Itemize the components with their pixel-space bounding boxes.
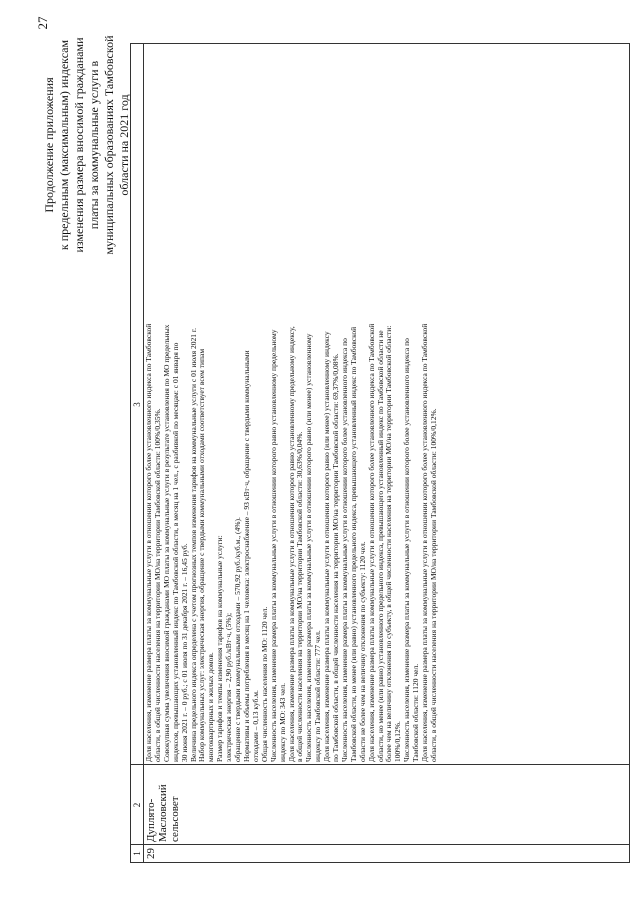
row-number: 29 [145, 848, 157, 859]
desc-line: более чем на величину отклонения по субъекту, в общей численности населения на территории МО/на территории Тамбовской области: [384, 325, 394, 762]
caption-line: изменения размера вносимой гражданами [72, 37, 86, 253]
desc-line: индексов, превышающих установленный индекс по Тамбовской области, в месяц на 1 чел., с разбивкой по месяцам: с 01 января по [170, 342, 180, 762]
desc-line: Тамбовской области, но менее (или равно) установленного предельного индекса, превышающего установленный индекс по Тамбовской [348, 326, 358, 762]
desc-line: по Тамбовской области, в общей численности населения на территории МО/на территории Тамбовской области: 69,37%/0,08%. [331, 353, 341, 762]
desc-line: Общая численность населения по МО: 1120 чел. [259, 606, 269, 762]
row-description [145, 46, 439, 762]
caption-line: платы за коммунальные услуги в [87, 60, 101, 230]
appendix-caption [42, 5, 132, 285]
desc-line: Численность населения, изменение размера платы за коммунальные услуги в отношении которого равно (или менее) установленному [304, 333, 314, 762]
column-divider [131, 764, 629, 765]
indices-table [130, 43, 630, 863]
desc-line: Набор коммунальных услуг: электрическая энергия, обращение с твердыми коммунальными отходами соответствует всем типам [197, 348, 207, 762]
desc-line: индексу по МО: 343 чел. [277, 682, 287, 762]
desc-line: отходами – 0,13 куб.м. [250, 690, 260, 762]
desc-line: в общей численности населения на территории МО/на территории Тамбовской области: 30,63%/0,04%. [295, 431, 305, 762]
column-divider [131, 844, 629, 845]
desc-line: Доля населения, изменение размера платы за коммунальные услуги в отношении которого более установленного индекса по Тамбовской [366, 323, 376, 762]
municipality-name: Дуплято-Масловский сельсовет [145, 784, 181, 842]
desc-line: 100%/0,12%. [393, 721, 403, 762]
desc-line: обращение с твердыми коммунальными отходами – 570,92 руб./куб.м., (4%). [233, 517, 243, 762]
caption-line: Продолжение приложения [42, 77, 56, 213]
desc-line: Тамбовской области: 1120 чел. [411, 663, 421, 762]
desc-line: Численность населения, изменение размера платы за коммунальные услуги в отношении которого равно установленному предельному [268, 329, 278, 762]
desc-line: многоквартирных и жилых домов. [206, 652, 216, 762]
caption-line: муниципальных образованиях Тамбовской [102, 35, 116, 255]
desc-line: индексу по Тамбовской области: 777 чел. [313, 630, 323, 762]
desc-line: Доля населения, изменение размера платы за коммунальные услуги в отношении которого более установленного индекса по Тамбовской [144, 323, 153, 762]
caption-line: к предельным (максимальным) индексам [57, 39, 71, 251]
header-col-3: 3 [132, 402, 142, 407]
desc-line: 30 июня 2021 г. – 0 руб.; с 01 июля по 31 декабря 2021 г. – 16,45 руб. [179, 543, 189, 762]
caption-line: области на 2021 год [117, 94, 131, 196]
desc-line: Численность населения, изменение размера платы за коммунальные услуги в отношении которого более установленного индекса по [339, 338, 349, 762]
desc-line: Совокупная сумма увеличения вносимой гражданами МО платы за коммунальные услуги в результате установления по МО предельных [161, 324, 171, 762]
desc-line: Численность населения, изменение размера платы за коммунальные услуги в отношении которого более установленного индекса по [402, 338, 412, 762]
desc-line: Доля населения, изменение размера платы за коммунальные услуги в отношении которого более установленного индекса по Тамбовской [420, 323, 430, 762]
desc-line: области не более чем на величину отклонения по субъекту: 1120 чел. [357, 541, 367, 762]
desc-line: области, в общей численности населения на территории МО/на территории Тамбовской области: 100%/0,35%. [152, 408, 162, 762]
desc-line: Величина предельного индекса определена с учетом прогнозных темпов изменения тарифов на коммунальные услуги с 01 июля 2021 г. [188, 328, 198, 762]
desc-line: Доля населения, изменение размера платы за коммунальные услуги в отношении которого равно (или менее) установленному индексу [322, 331, 332, 762]
desc-line: Доля населения, изменение размера платы за коммунальные услуги в отношении которого равно установленному предельному индексу, [286, 326, 296, 762]
desc-line: области, но менее (или равно) установленного предельного индекса, превышающего установленный индекс по Тамбовской области не [375, 330, 385, 762]
header-col-2: 2 [132, 802, 142, 808]
desc-line: электрическая энергия – 2,90 руб./кВт·ч, (5%); [224, 612, 234, 762]
desc-line: Нормативы и объемы потребления в месяц на 1 человека: электроснабжение – 93 кВт·ч, обращение с твердыми коммунальными [241, 350, 251, 762]
desc-line: Размер тарифов и темпы изменения тарифов на коммунальные услуги: [215, 535, 225, 762]
table-header-row [131, 44, 144, 862]
page-number: 27 [35, 16, 50, 30]
desc-line: области, в общей численности населения на территории МО/на территории Тамбовской области: 100%/0,12%. [429, 408, 438, 762]
header-col-1: 1 [132, 851, 142, 856]
